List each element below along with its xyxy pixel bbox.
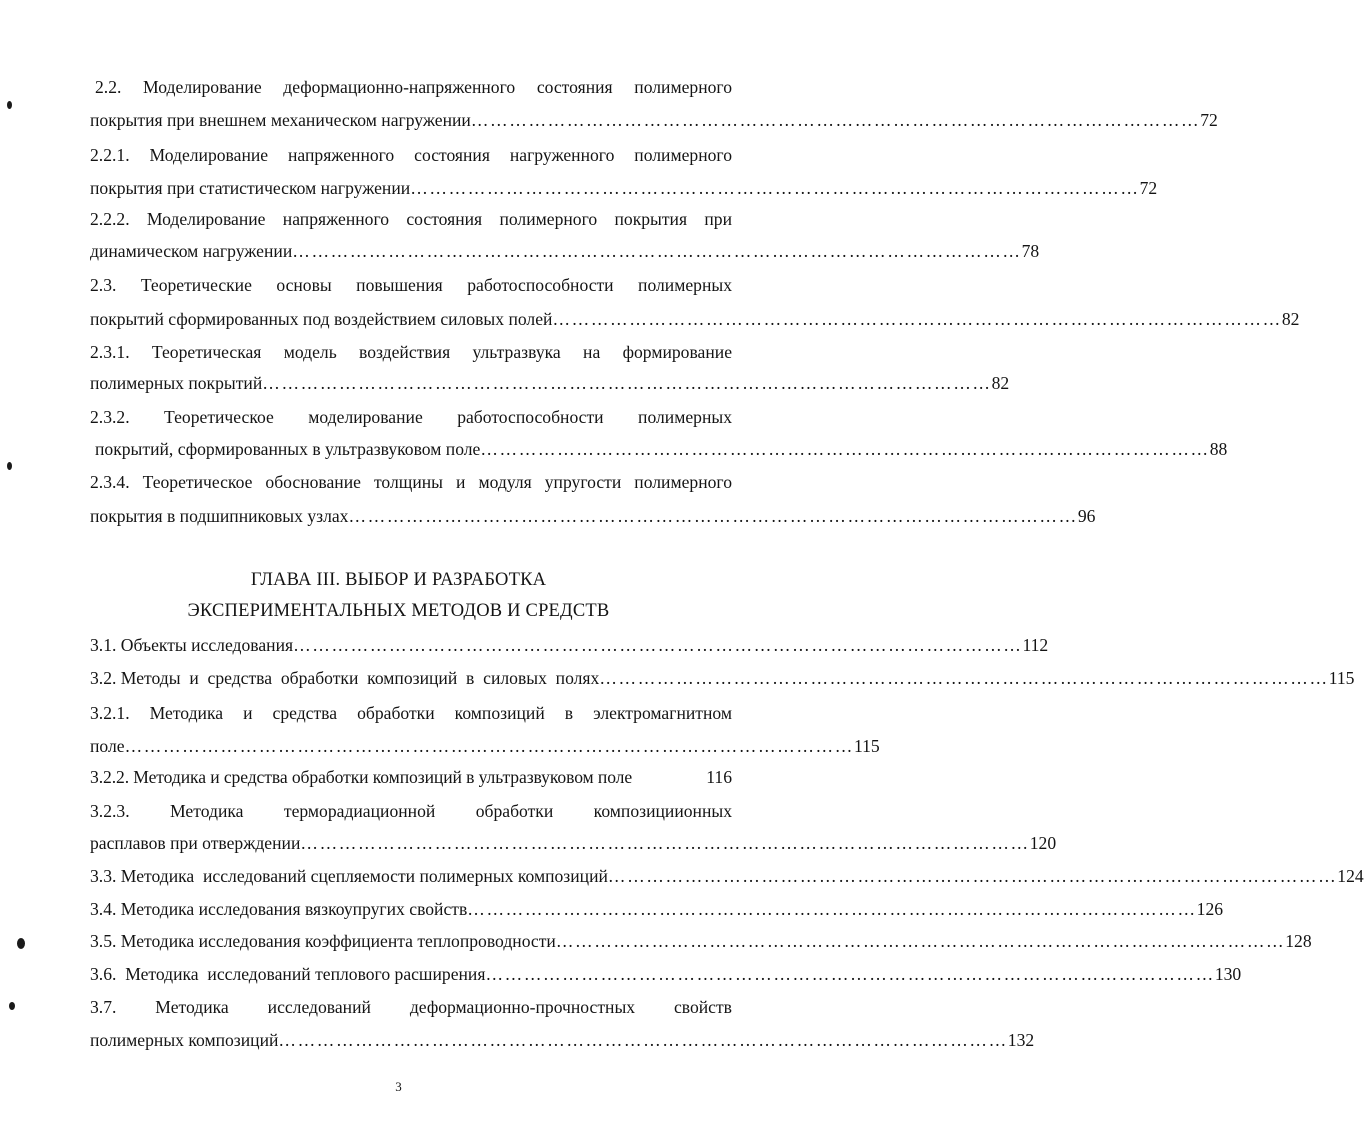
scan-speck-dot — [9, 1002, 15, 1010]
toc-entry-text: 3.5. Методика исследования коэффициента теплопроводности — [90, 931, 556, 951]
page-number: 3 — [395, 1079, 402, 1094]
toc-page-number: 132 — [1007, 1030, 1035, 1050]
toc-entry-text: покрытия в подшипниковых узлах — [90, 506, 349, 526]
toc-page-number: 115 — [1328, 668, 1355, 688]
toc-entry-3-4 — [90, 897, 1224, 921]
leader-dots: …………………………………………………………………………………………………… — [480, 439, 1210, 459]
chapter-heading-line2: ЭКСПЕРИМЕНТАЛЬНЫХ МЕТОДОВ И СРЕДСТВ — [187, 601, 610, 621]
toc-page-number: 112 — [1022, 635, 1049, 655]
toc-page-number: 82 — [1281, 309, 1300, 329]
toc-entry-2-2-1-line1: 2.2.1. Моделирование напряженного состояния нагруженного полимерного — [90, 145, 732, 165]
toc-entry-2-2-line2 — [90, 108, 1218, 132]
leader-dots: …………………………………………………………………………………………………… — [124, 736, 854, 756]
toc-entry-2-2-2-line1: 2.2.2. Моделирование напряженного состояния полимерного покрытия при — [90, 209, 732, 229]
toc-entry-text: расплавов при отверждении — [90, 833, 301, 853]
toc-entry-text: покрытий, сформированных в ультразвуковом поле — [95, 439, 481, 459]
toc-page-number: 124 — [1337, 866, 1364, 886]
toc-entry-3-2-3-line1: 3.2.3. Методика терморадиационной обработки композициионных — [90, 801, 732, 821]
leader-dots: …………………………………………………………………………………………………… — [552, 309, 1282, 329]
toc-entry-text: 3.2. Методы и средства обработки композиций в силовых полях — [90, 668, 600, 688]
leader-dots: …………………………………………………………………………………………………… — [599, 668, 1329, 688]
toc-page-number: 120 — [1029, 833, 1057, 853]
leader-dots: …………………………………………………………………………………………………… — [300, 833, 1030, 853]
toc-entry-text: полимерных покрытий — [90, 373, 263, 393]
toc-page-number: 126 — [1196, 899, 1224, 919]
toc-entry-text: 3.4. Методика исследования вязкоупругих свойств — [90, 899, 468, 919]
scan-speck-dot — [17, 938, 25, 949]
toc-entry-2-3-line2 — [90, 307, 1300, 331]
scan-speck-dot — [7, 462, 12, 470]
toc-entry-2-2-line1: 2.2. Моделирование деформационно-напряженного состояния полимерного — [95, 77, 732, 97]
toc-entry-text: покрытий сформированных под воздействием силовых полей — [90, 309, 553, 329]
toc-page-number: 82 — [991, 373, 1010, 393]
toc-page-number: 72 — [1200, 110, 1218, 130]
toc-entry-2-3-2-line2 — [95, 437, 1228, 461]
toc-entry-3-5 — [90, 929, 1312, 953]
toc-page-number: 88 — [1209, 439, 1228, 459]
toc-entry-3-3 — [90, 864, 1364, 888]
toc-page-number: 96 — [1077, 506, 1096, 526]
toc-entry-3-6 — [90, 962, 1242, 986]
leader-dots: …………………………………………………………………………………………………… — [348, 506, 1078, 526]
toc-entry-text: 3.2.2. Методика и средства обработки композиций в ультразвуковом поле — [90, 767, 633, 787]
toc-entry-2-3-1-line2 — [90, 371, 1010, 395]
toc-entry-text: 3.1. Объекты исследования — [90, 635, 294, 655]
toc-entry-3-2 — [90, 666, 1355, 690]
toc-entry-text: динамическом нагружении — [90, 241, 293, 261]
leader-dots: …………………………………………………………………………………………………… — [467, 899, 1197, 919]
toc-entry-2-3-4-line1: 2.3.4. Теоретическое обоснование толщины и модуля упругости полимерного — [90, 472, 732, 492]
toc-entry-3-7-line1: 3.7. Методика исследований деформационно-прочностных свойств — [90, 997, 732, 1017]
toc-entry-2-2-2-line2 — [90, 239, 1040, 263]
leader-dots: …………………………………………………………………………………………………… — [555, 931, 1286, 951]
toc-entry-text: 3.3. Методика исследований сцепляемости полимерных композиций — [90, 866, 608, 886]
toc-page-number: 115 — [853, 736, 880, 756]
leader-dots: …………………………………………………………………………………………………… — [293, 635, 1023, 655]
leader-dots: …………………………………………………………………………………………………… — [262, 373, 992, 393]
toc-entry-text: покрытия при статистическом нагружении — [90, 178, 411, 198]
toc-entry-3-2-2 — [90, 765, 732, 789]
chapter-heading-line1: ГЛАВА III. ВЫБОР И РАЗРАБОТКА — [250, 570, 547, 590]
toc-page-number: 78 — [1021, 241, 1040, 261]
leader-dots: …………………………………………………………………………………………………… — [470, 110, 1201, 130]
toc-entry-3-2-3-line2 — [90, 831, 1057, 855]
toc-entry-text: 3.6. Методика исследований теплового расширения — [90, 964, 486, 984]
toc-entry-2-3-line1: 2.3. Теоретические основы повышения работоспособности полимерных — [90, 275, 732, 295]
toc-entry-3-2-1-line2 — [90, 734, 880, 758]
leader-dots: …………………………………………………………………………………………………… — [292, 241, 1022, 261]
toc-page-number: 128 — [1285, 931, 1312, 951]
toc-entry-3-7-line2 — [90, 1028, 1035, 1052]
toc-entry-text: поле — [90, 736, 125, 756]
toc-page-number: 72 — [1139, 178, 1158, 198]
leader-dots: …………………………………………………………………………………………………… — [607, 866, 1338, 886]
leader-dots: …………………………………………………………………………………………………… — [410, 178, 1140, 198]
scan-speck-dot — [7, 101, 12, 109]
toc-entry-3-1 — [90, 633, 1049, 657]
toc-entry-text: полимерных композиций — [90, 1030, 279, 1050]
leader-dots: …………………………………………………………………………………………………… — [278, 1030, 1008, 1050]
toc-entry-2-2-1-line2 — [90, 176, 1158, 200]
toc-entry-2-3-2-line1: 2.3.2. Теоретическое моделирование работоспособности полимерных — [90, 407, 732, 427]
leader-dots: …………………………………………………………………………………………………… — [485, 964, 1215, 984]
toc-page-number: 116 — [706, 767, 732, 787]
toc-entry-2-3-1-line1: 2.3.1. Теоретическая модель воздействия ультразвука на формирование — [90, 342, 732, 362]
toc-entry-2-3-4-line2 — [90, 504, 1096, 528]
toc-entry-text: покрытия при внешнем механическом нагружении — [90, 110, 471, 130]
toc-entry-3-2-1-line1: 3.2.1. Методика и средства обработки композиций в электромагнитном — [90, 703, 732, 723]
toc-page-number: 130 — [1214, 964, 1242, 984]
